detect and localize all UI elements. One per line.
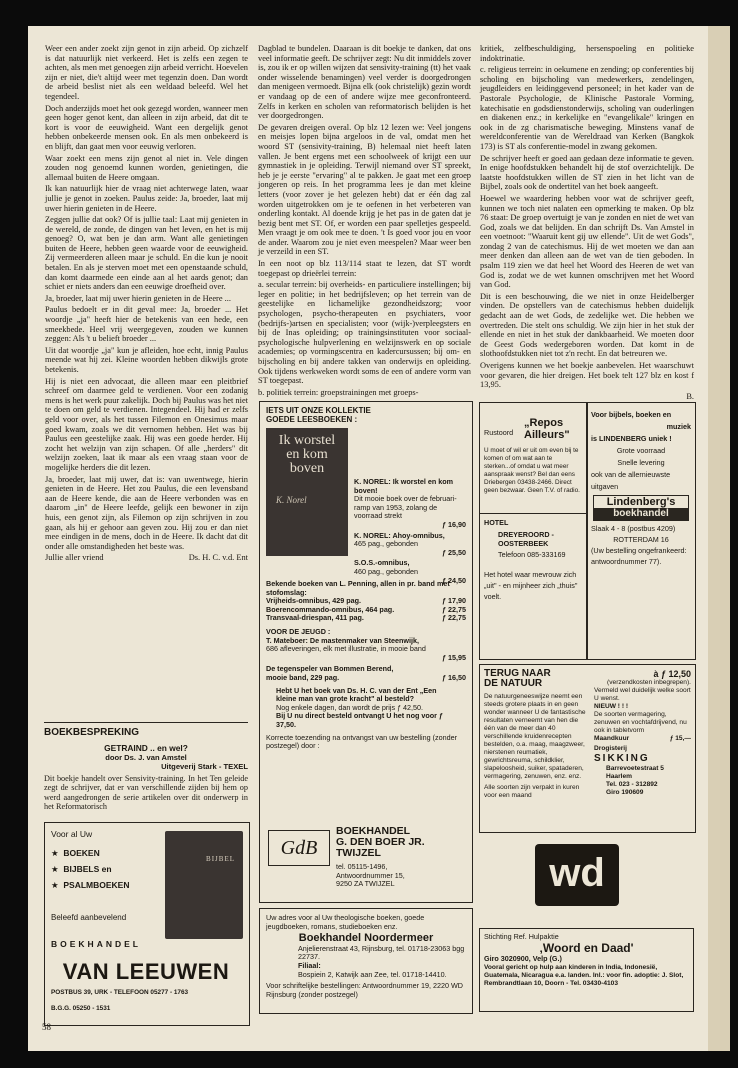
article-column-3 xyxy=(480,44,694,401)
list-item: K. NOREL: Ahoy-omnibus, 465 pag., gebonden ƒ 25,50 xyxy=(354,530,466,557)
page-number: 58 xyxy=(42,1022,51,1032)
list-item: ★ BOEKEN xyxy=(51,848,100,858)
ad-item-list xyxy=(51,845,129,893)
paragraph: Paulus bedoelt er in dit geval mee: Ja, broeder ... Het woordje „ja" heeft hier de betekenis van een hede, een smeekbede. Heel vrij weergegeven, zouden we kunnen zeggen: Als 't u belieft broeder ... xyxy=(45,305,248,344)
review-heading: BOEKBESPREKING xyxy=(44,727,140,738)
ad-intro: Voor al Uw xyxy=(51,829,93,839)
paragraph: Weer een ander zoekt zijn genot in zijn arbeid. Op zichzelf is dat natuurlijk niet verkeerd. Het is zelfs een zegen te achten, als men met genoegen zijn arbeid verricht. Hoevelen zijn er niet, die't altijd weer met tegenzin doen. Dan wordt de arbeid beslist niet als een weldaad beleefd. Wel het tegendeel. xyxy=(45,44,248,101)
star-icon: ★ xyxy=(51,848,59,858)
ad-text: Voor bijbels, boeken en muziek is LINDENBERG uniek ! Grote voorraad Snelle levering ook van de allernieuwste uitgaven xyxy=(591,410,691,491)
ad-footer: Voor schriftelijke bestellingen: Antwoordnummer 19, 2220 WD Rijnsburg (zonder postzegel) xyxy=(266,981,463,999)
stichting: Stichting Ref. Hulpaktie xyxy=(484,932,559,941)
ad-woord-box xyxy=(479,928,694,1012)
ad-recommend: Beleefd aanbevelend xyxy=(51,913,127,922)
ad-noordermeer xyxy=(259,908,473,1014)
hotel-label: HOTEL xyxy=(484,518,509,527)
ad-title: TERUG NAAR DE NATUUR xyxy=(484,668,551,689)
paragraph: Dit is een beschouwing, die we niet in onze Heidelberger vinden. De opstellers van de catechismus hebben duidelijk gedacht aan de wet Gods, de zedelijke wet. Die hebben we overtreden. Die stelt ons schuldig. We zijn hier in het stuk der ellende en niet in het stuk der dankbaarheid. We moeten door de Geest Gods wedergeboren worden. Dat komt in de slothoofdstukken niet tot z'n recht. En dat betreuren we. xyxy=(480,291,694,359)
ad-body: U moet of wil er uit om even bij te komen of om wat aan te sterken...of omdat u wat meer aanspraak wenst? Bel dan eens Driebergen 03438-2466. Direct geen bezwaar. Geen T.V. of radio. xyxy=(484,447,580,494)
book-cover-title: Ik worstel en kom boven xyxy=(278,433,336,476)
review-publisher: Uitgeverij Stark - TEXEL xyxy=(161,762,248,771)
wd-logo: wd xyxy=(535,844,619,906)
bible-photo xyxy=(165,831,243,939)
list-item: ★ PSALMBOEKEN xyxy=(51,880,130,890)
list-item: K. NOREL: Ik worstel en kom boven! Dit mooie boek over de februari-ramp van 1953, zolang de voorraad strekt ƒ 16,90 xyxy=(354,477,466,529)
shop-block: BOEKHANDEL G. DEN BOER JR. TWIJZEL tel. 05115-1496, Antwoordnummer 15, 9250 ZA TWIJZEL xyxy=(336,825,425,889)
paragraph: De schrijver heeft er goed aan gedaan deze informatie te geven. In enige hoofdstukken behandelt hij de stof overzichtelijk. De laatste hoofdstukken willen de ST zien in het licht van de Bijbel, zoals ook de ondertitel van het boek aangeeft. xyxy=(480,153,694,192)
paragraph: Doch anderzijds moet het ook gezegd worden, wanneer men geen hoger genot kent, dan alleen in zijn arbeid, dat dit te kort is voor de eeuwigheid. Want een dergelijk genot hebben onbekeerde mensen ook. En als men onbekeerd is en blijft, dan gaat men voor eeuwig verloren. xyxy=(45,103,248,151)
ad-intro: Uw adres voor al Uw theologische boeken, goede jeugdboeken, romans, studieboeken enz. xyxy=(266,913,425,931)
book-list xyxy=(354,478,466,585)
list-item: Transvaal-driespan, 411 pag. ƒ 22,75 xyxy=(266,613,466,623)
star-icon: ★ xyxy=(51,880,59,890)
list-item: Vrijheids-omnibus, 429 pag. ƒ 17,90 xyxy=(266,596,466,606)
paragraph: Ja, broeder, laat mij uwer, dat is: van uwentwege, hierin genieten in de Heere. Het zou Paulus, die een levensband aan de Heere kende, die aan de Heere verbonden was en daarom „in" de Heere leefde, gelijk een bewoner in zijn huis, een genot zijn, als Filemon op zijn schrijven in zou gaan, als hij er gehoor aan geven zou. Hij zou er dan niet mee eindigen in de mens, doch in de Heere. Ik dacht dat dit onder alle omstandigheden het beste was. xyxy=(45,474,248,551)
ad-shop-type: BOEKHANDEL xyxy=(51,939,141,949)
paragraph: Hoewel we waardering hebben voor wat de schrijver geeft, kunnen we toch niet nalaten een opmerking te maken. Op blz 76 staat: De groep overtuigt je van je zonden en niet de wet van God, zoals we dat belijden. En dan schrijft Ds. Van Amstel in een voetnoot: "Waaruit kent gij uw ellende". Uit de wet Gods", zondag 2 van de catechismus. Hij de wet moeten we dan aan meer denken dan alleen aan de wet van de tien geboden. In psalm 119 zien we dat heel het Woord des Heeren de wet van God is, zodat we de wet kunnen omschrijven met het Woord van God. xyxy=(480,193,694,290)
paragraph: c. religieus terrein: in oekumene en zending; op conferenties bij scholing en bijscholing van medewerkers, zendelingen, jeugdleiders en leidinggevend personeel; in het kader van de Pastorale Psychologie, de Klinische Pastorale Vorming, katechisatie en godsdienstonderwijs, scholing van ouderlingen en diakenen enz.; in kerkelijke en "evangelikale" kringen en ook in de zg charismatische beweging. Minstens vanaf de wereldconferentie van de Wereldraad van Kerken (Bangkok 173) is ST als conferentie-model in zwang gekomen. xyxy=(480,65,694,151)
ad-lindenberg xyxy=(586,402,696,660)
paragraph: Waar zoekt een mens zijn genot al niet in. Vele dingen zouden nog genoemd kunnen worden, genietingen, die allemaal buiten de Heere omgaan. xyxy=(45,153,248,182)
article-column-2 xyxy=(258,44,471,399)
ad-kollektie xyxy=(259,401,473,903)
article-signature: B. xyxy=(686,391,694,401)
signature-author: Ds. H. C. v.d. Ent xyxy=(188,553,248,563)
list-item: S.O.S.-omnibus, 460 pag., gebonden ƒ 24,50 xyxy=(354,558,466,585)
paragraph: Ik kan natuurlijk hier de vraag niet achterwege laten, waar jullie je genot in zoeken. Paulus zeide: Ja, broeder, laat mij uwer hierin genieten in de Heere. xyxy=(45,184,248,213)
ad-filiaal: Bospiein 2, Katwijk aan Zee, tel. 01718-14410. xyxy=(298,969,447,979)
hotel-body: Het hotel waar mevrouw zich „uit" - en mijnheer zich „thuis" voelt. xyxy=(484,570,578,601)
jeugd-heading: VOOR DE JEUGD : xyxy=(266,626,331,636)
penning-section: Bekende boeken van L. Penning, allen in pr. band met stofomslag: Vrijheids-omnibus, 429 pag. ƒ 17,90 Boerencommando-omnibus, 464 pag. ƒ 22,75 Transvaal-driespan, 411 pag. ƒ 22,75 VOOR DE JEUGD : T. Mateboer: De mastenmaker van Steenwijk, 686 afleveringen, elk met illustratie, in mooie band ƒ 15,95 De tegenspeler van Bommen Berend, mooie band, 229 pag. ƒ 16,50 Hebt U het boek van Ds. H. C. van der Ent „Een kleine man van grote kracht" al besteld? Nog enkele dagen, dan wordt de prijs ƒ 42,50. Bij U nu direct besteld ontvangt U het nog voor ƒ 37,50. Korrecte toezending na ontvangst van uw bestelling (zonder postzegel) door : xyxy=(266,579,466,751)
book-cover-author: K. Norel xyxy=(276,495,307,505)
ad-van-leeuwen xyxy=(44,822,250,1026)
ad-body: De natuurgeneeswijze neemt een steeds grotere plaats in en geen wonder wanneer U de fantastische resultaten verneemt van hen die één van de meer dan 40 verschillende kruidenrecepten bestelden, o.a. maag, maagzweer, nierstenen reumatiek, gewrichtsreuma, schildklier, slapeloosheid, suiker, spataderen, vermagering, zenuwen, enz. enz. Alle soorten zijn verpakt in kuren voor een maand xyxy=(484,693,586,799)
ad-giro: Giro 3020900, Velp (G.) xyxy=(484,953,562,963)
gdb-logo: GdB xyxy=(268,830,330,866)
review-author: door Ds. J. van Amstel xyxy=(105,753,187,762)
ad-repos-ailleurs xyxy=(479,402,588,660)
ad-shop-name: Boekhandel Noordermeer xyxy=(298,932,434,945)
ad-side: à ƒ 12,50 (verzendkosten inbegrepen). Vermeld wel duidelijk welke soort U wenst. NIEUW ! ! ! De soorten vermagering, zenuwen en vochtafdrijvend, nu ook in tabletvorm Maandkuur ƒ 15,— Drogisterij SIKKING Barrevoetestraat 5 Haarlem Tel. 023 - 312892 Giro 190609 xyxy=(594,669,691,796)
ad-terug-naar-natuur xyxy=(479,664,696,833)
ad-address: Slaak 4 - 8 (postbus 4209) ROTTERDAM 16 (Uw bestelling ongefrankeerd: antwoordnummer 77). xyxy=(591,524,687,566)
list-item: De tegenspeler van Bommen Berend, mooie band, 229 pag. ƒ 16,50 xyxy=(266,664,466,682)
ad-name: „Repos Ailleurs" xyxy=(524,417,570,441)
paragraph: In een noot op blz 113/114 staat te lezen, dat ST wordt toegepast op drieërlei terrein: xyxy=(258,259,471,278)
divider xyxy=(480,513,587,514)
paragraph: Ja, broeder, laat mij uwer hierin genieten in de Heere ... xyxy=(45,293,231,303)
ad-address: POSTBUS 39, URK - TELEFOON 05277 - 1763 xyxy=(51,989,189,996)
book-review xyxy=(44,722,248,823)
ad-bgg: B.G.G. 05250 - 1531 xyxy=(51,1005,111,1012)
ad-label: Rustoord xyxy=(484,428,514,437)
paragraph: Uit dat woordje „ja" kun je afleiden, hoe echt, innig Paulus meende wat hij zei. Kleine woorden hebben dikwijls grote betekenis. xyxy=(45,345,248,374)
signature-greeting: Jullie aller vriend xyxy=(45,553,104,563)
delivery-note: Korrecte toezending na ontvangst van uw bestelling (zonder postzegel) door : xyxy=(266,732,457,751)
list-item: T. Mateboer: De mastenmaker van Steenwijk, 686 afleveringen, elk met illustratie, in mooie band ƒ 15,95 xyxy=(266,635,466,662)
ad-body: Vooral gericht op hulp aan kinderen in India, Indonesië, Guatemala, Nicaragua e.a. landen. Inl.: voor fin. adoptie: J. Slot, Rembrandtlaan 10, Doorn - Tel. 03430-4103 xyxy=(484,964,684,988)
paragraph: b. politiek terrein: groepstrainingen met groeps- xyxy=(258,387,419,397)
paragraph: Hij is niet een advocaat, die alleen maar een pleitbrief schreef om daarmee geld te verdienen. Voor een zodanig mens is het werk puur zakelijk. Doch bij Paulus was het niet te doen om geld te verdienen. Integendeel. Hij had er zelfs geld voor over, als het tussen Filemon en Onesimus maar goed kwam, zoals we dit vernomen hebben. Het was bij Paulus een geestelijke zaak. Hij was een goede herder. Hij zocht het welzijn van zijn schapen. Of alle „herders" dit welzijn zoeken, laat ik maar als een vraag staan voor de mogelijke herders die dit lezen. xyxy=(45,376,248,472)
ad-shop-name: VAN LEEUWEN xyxy=(62,959,230,984)
hotel-name: DREYEROORD - OOSTERBEEK xyxy=(498,530,554,548)
paragraph: Zeggen jullie dat ook? Of is jullie taal: Laat mij genieten in de wereld, de zonde, de dingen van het leven, en het is mij genoeg? O, wat ben je dan arm. Want alle genietingen buiten de Heere, hebben geen waarde voor de eeuwigheid. Zij vermeerderen alleen maar je schuld. En die kun je nooit betalen. En als je sterven moet met een openstaande schuld, dan komt daarmede een einde aan al het aards genot; dan schiet er niets anders dan een eeuwige droefheid over. xyxy=(45,215,248,292)
ad-filiaal-label: Filiaal: xyxy=(298,960,321,970)
paragraph: kritiek, zelfbeschuldiging, hersenspoeling en politieke indoktrinatie. xyxy=(480,44,694,63)
ad-address: Anjelierenstraat 43, Rijnsburg, tel. 01718-23063 bgg 22737. xyxy=(298,943,465,962)
book-cover-photo xyxy=(266,428,348,556)
list-item: Boerencommando-omnibus, 464 pag. ƒ 22,75 xyxy=(266,604,466,614)
article-signature xyxy=(45,553,248,563)
review-body: Dit boekje handelt over Sensivity-training. In het Ten geleide zegt de schrijver, dat er van verschillende zijden bij hem op werd aangedrongen de serie artikelen over dit onderwerp in het Reformatorisch xyxy=(44,774,248,812)
bible-cover-text: BIJBEL xyxy=(206,855,235,863)
hotel-tel: Telefoon 085-333169 xyxy=(498,550,566,559)
paragraph: a. secular terrein: bij overheids- en particuliere instellingen; bij leger en politie; in het bedrijfsleven; op het terrein van de geestelijke en lichamelijke gezondheidszorg; voor psychologen, psycho-therapeuten en psychiaters, voor (bedrijfs-)artsen en specialisten; voor (wijk-)verpleegsters en bij de Inas opleiding; op trainingsinstituten voor sociaal-psychologische hulpverlening en welzijnswerk en op sociale academies; op vormingscentra en kadercursussen; bij om- en bijscholing en bij andere takken van onderwijs en opleiding. Ook tijdens werkweken wordt soms de een of andere vorm van ST toegepast. xyxy=(258,280,471,386)
ad-name: ‚Woord en Daad' xyxy=(539,940,634,955)
list-item: ★ BIJBELS en xyxy=(51,864,112,874)
paragraph: Dagblad te bundelen. Daaraan is dit boekje te danken, dat ons veel informatie geeft. De schrijver zegt: Nu dit inmiddels zover is, zou ik er op willen wijzen dat sensivity-training (tt) het vaak onder wisselende benamingen) veel verder is doorgedrongen dan menigeen vermoedt. Bijna elk (ook christelijk) gezin wordt er vandaag op de een of andere wijze mee geconfronteerd. Zelfs in kerken en scholen van reformatorisch belijden is het ver doorgedrongen. xyxy=(258,44,471,121)
offer-block: Hebt U het boek van Ds. H. C. van der Ent „Een kleine man van grote kracht" al besteld? Nog enkele dagen, dan wordt de prijs ƒ 42,50. Bij U nu direct besteld ontvangt U het nog voor ƒ 37,50. xyxy=(276,685,443,729)
page-edge xyxy=(708,26,730,1051)
lindenberg-logo: Lindenberg's boekhandel xyxy=(593,495,689,521)
ad-kollektie-title: IETS UIT ONZE KOLLEKTIE GOEDE LEESBOEKEN : xyxy=(266,406,371,424)
review-title: GETRAIND .. en wel? xyxy=(104,743,188,753)
paragraph: De gevaren dreigen overal. Op blz 12 lezen we: Veel jongens en meisjes lopen bijna argeloos in de val, omdat men het woord ST (sensivity-training, B) helemaal niet heeft laten vallen. Je bent ergens met een schoolweek of krijgt een uur gymnastiek in je opleiding. Terwijl niemand over ST spreekt, heb je je eerste "ervaring" al te pakken. Je gaat met een groep jongeren op reis. In het programma lees je dan met kleine letters (voor zover je het gelezen hebt) dat er één dag zal worden uitgetrokken om je te oefenen in het verbeteren van onderling kontakt. Al doende krijg je het pas in de gaten dat je bezig bent met ST. Of, er worden een paar spelletjes gespeeld. Men vraagt je om ook mee te doen. 't Is goed voor jou en voor de ander. Waarom zou je niet even meespelen? Maar weer ben je verzeild in een ST. xyxy=(258,122,471,257)
ad-woord-en-daad xyxy=(479,836,694,1012)
paragraph: Overigens kunnen we het boekje aanbevelen. Het waarschuwt voor gevaren, die hier dreigen. Het boek telt 127 blz en kost f 13,95. xyxy=(480,361,694,390)
star-icon: ★ xyxy=(51,864,59,874)
article-column-1 xyxy=(45,44,248,563)
